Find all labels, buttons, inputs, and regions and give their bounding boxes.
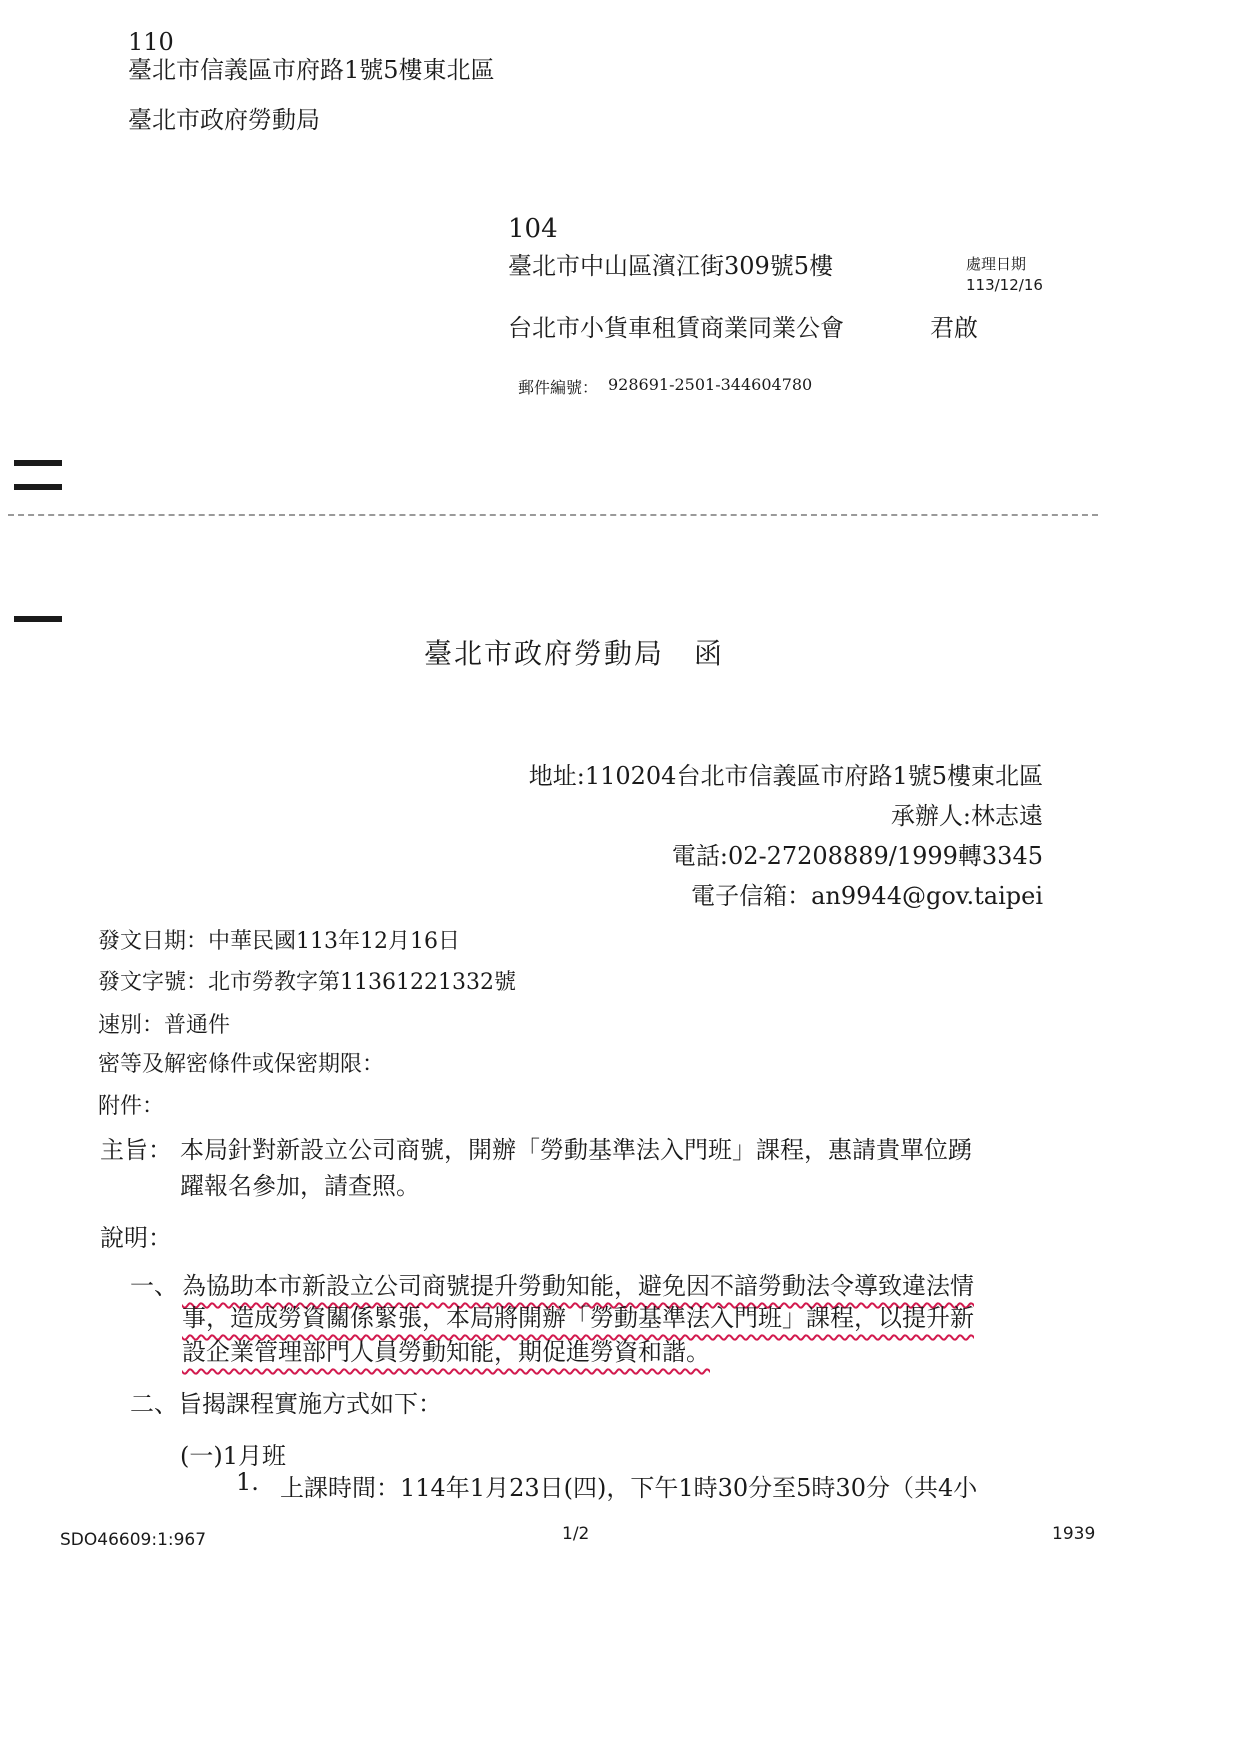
course-class-time: 上課時間：114年1月23日(四)，下午1時30分至5時30分（共4小 [280,1474,978,1502]
course-january-heading: (一)1月班 [180,1442,286,1470]
contact-email: 電子信箱：an9944@gov.taipei [691,882,1043,910]
explanation-item-1-number: 一、 [130,1272,178,1300]
explanation-item-1-line-1: 為協助本市新設立公司商號提升勞動知能，避免因不諳勞動法令導致違法情 [182,1272,974,1300]
subject-line-1: 本局針對新設立公司商號，開辦「勞動基準法入門班」課程，惠請貴單位踴 [180,1136,972,1164]
explanation-item-2: 二、旨揭課程實施方式如下： [130,1390,442,1418]
contact-address: 地址:110204台北市信義區市府路1號5樓東北區 [528,762,1043,790]
explanation-item-1-line-2: 事，造成勞資關係緊張，本局將開辦「勞動基準法入門班」課程，以提升新 [182,1304,974,1332]
fold-line [8,514,1098,516]
document-number: 發文字號：北市勞教字第11361221332號 [98,970,516,995]
contact-handler: 承辦人:林志遠 [890,802,1043,830]
sender-name: 臺北市政府勞動局 [128,106,320,134]
course-item-number: 1. [236,1468,259,1496]
contact-phone: 電話:02-27208889/1999轉3345 [671,842,1043,870]
mail-number: 928691-2501-344604780 [608,375,813,394]
issue-date: 發文日期：中華民國113年12月16日 [98,929,460,954]
sender-address: 臺北市信義區市府路1號5樓東北區 [128,56,495,84]
explanation-item-1-line-3: 設企業管理部門人員勞動知能，期促進勞資和諧。 [182,1338,710,1366]
subject-label: 主旨： [100,1136,172,1164]
speed-class: 速別：普通件 [98,1013,231,1038]
processing-date: 113/12/16 [966,276,1043,294]
explanation-label: 說明： [100,1224,172,1252]
mail-number-label: 郵件編號： [518,378,599,397]
fold-mark [14,616,62,622]
recipient-address: 臺北市中山區濱江街309號5樓 [508,252,834,280]
attachment: 附件： [98,1094,165,1119]
fold-mark [14,484,62,490]
sender-postcode: 110 [128,28,174,56]
footer-doc-id: SDO46609:1:967 [60,1530,207,1550]
recipient-name: 台北市小貨車租賃商業同業公會 [508,314,844,342]
subject-line-2: 躍報名參加，請查照。 [180,1172,420,1200]
footer-code: 1939 [1052,1524,1096,1544]
recipient-salutation: 君啟 [930,314,978,342]
secrecy-level: 密等及解密條件或保密期限： [98,1052,385,1077]
fold-mark [14,460,62,466]
recipient-postcode: 104 [508,214,558,244]
page-number: 1/2 [562,1524,590,1544]
processing-date-label: 處理日期 [966,255,1027,273]
document-title: 臺北市政府勞動局 函 [424,637,725,670]
